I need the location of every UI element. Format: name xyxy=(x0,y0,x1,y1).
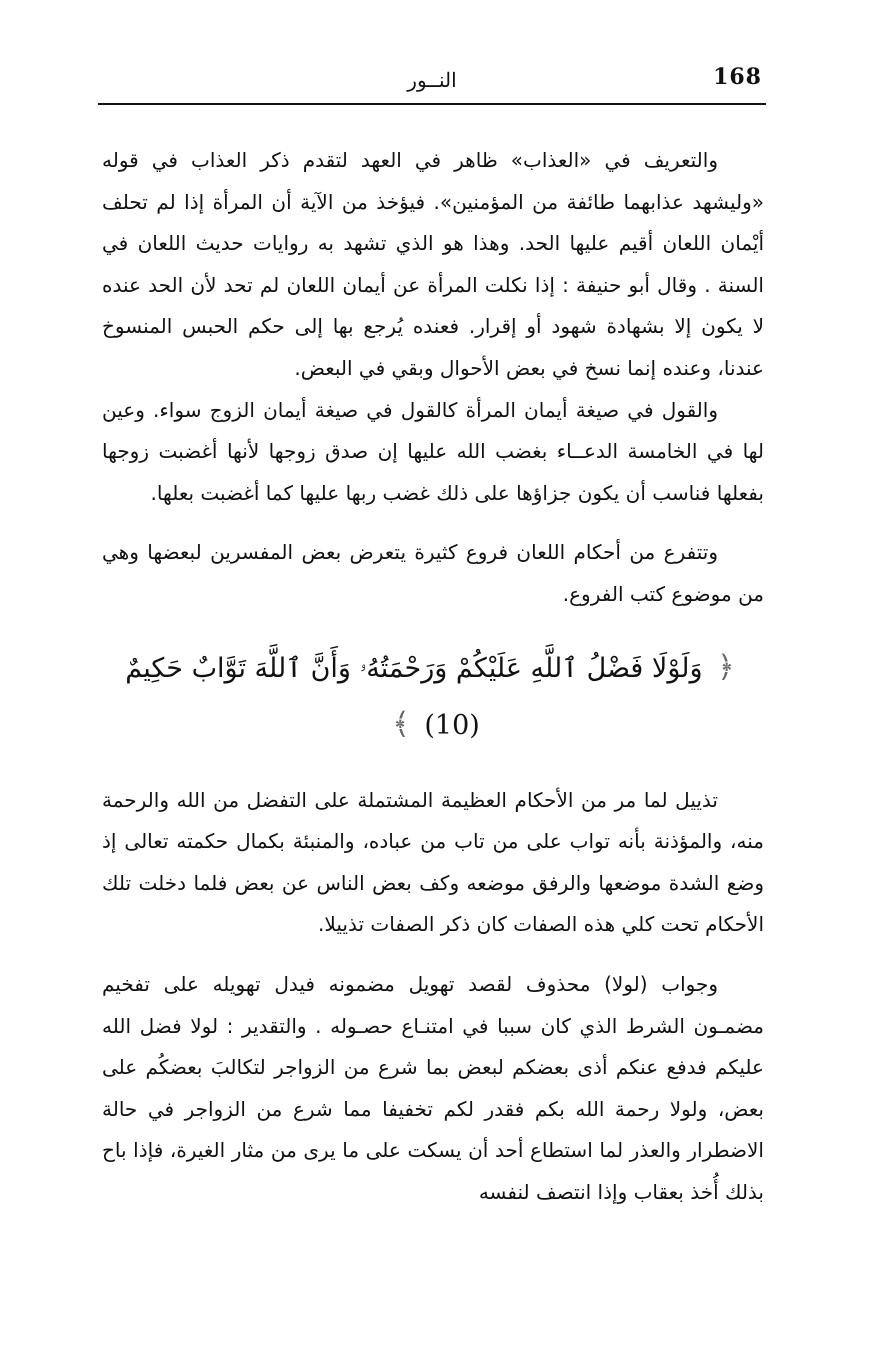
verse-number: (10) xyxy=(424,709,480,741)
page-body xyxy=(102,140,764,1213)
running-title: النــور xyxy=(407,68,457,92)
paragraph: والقول في صيغة أيمان المرأة كالقول في صيغة أيمان الزوج سواء. وعين لها في الخامسة الدعــاء بغضب الله عليها إن صدق زوجها لأنها أغضبت زوجها بفعلها فناسب أن يكون جزاؤها على ذلك غضب ربها عليها كما أغضبت بعلها. xyxy=(102,397,764,505)
paragraph: والتعريف في «العذاب» ظاهر في العهد لتقدم ذكر العذاب في قوله «وليشهد عذابهما طائفة من المؤمنين». فيؤخذ من الآية أن المرأة إذا لم تحلف أيْمان اللعان أقيم عليها الحد. وهذا هو الذي تشهد به روايات حديث اللعان في السنة . وقال أبو حنيفة : إذا نكلت المرأة عن أيمان اللعان لم تحد لأن الحد عنده لا يكون إلا بشهادة شهود أو إقرار. فعنده يُرجع بها إلى حكم الحبس المنسوخ عندنا، وعنده إنما نسخ في بعض الأحوال وبقي في البعض. xyxy=(102,148,764,380)
paragraph: وجواب (لولا) محذوف لقصد تهويل مضمونه فيدل تهويله على تفخيم مضمـون الشرط الذي كان سببا في امتنـاع حصـوله . والتقدير : لولا فضل الله عليكم فدفع عنكم أذى بعضكم لبعض بما شرع من الزواجر لتكالبَ بعضكُم على بعض، ولولا رحمة الله بكم فقدر لكم تخفيفا مما شرع من الزواجر في حالة الاضطرار والعذر لما استطاع أحد أن يسكت على ما يرى من مثار الغيرة، فإذا باح بذلك أُخذ بعقاب وإذا انتصف لنفسه xyxy=(102,971,764,1204)
verse-text: وَلَوْلَا فَضْلُ ٱللَّهِ عَلَيْكُمْ وَرَحْمَتُهُۥ وَأَنَّ ٱللَّهَ تَوَّابٌ حَكِيمٌ xyxy=(125,652,703,684)
verse-bracket-open-icon: ﴿ xyxy=(717,649,735,685)
verse-bracket-close-icon: ﴾ xyxy=(392,706,410,742)
paragraph: تذييل لما مر من الأحكام العظيمة المشتملة على التفضل من الله والرحمة منه، والمؤذنة بأنه تواب على من تاب من عباده، والمنبئة بكمال حكمته تعالى إذ وضع الشدة موضعها والرفق موضعه وكف بعض الناس عن بعض فلما دخلت تلك الأحكام تحت كلي هذه الصفات كان ذكر الصفات تذييلا. xyxy=(102,787,764,937)
page-header xyxy=(98,58,766,102)
page-number: 168 xyxy=(713,64,762,90)
quran-verse xyxy=(102,640,764,754)
header-rule xyxy=(98,103,766,105)
paragraph: وتتفرع من أحكام اللعان فروع كثيرة يتعرض بعض المفسرين لبعضها وهي من موضوع كتب الفروع. xyxy=(102,540,764,606)
